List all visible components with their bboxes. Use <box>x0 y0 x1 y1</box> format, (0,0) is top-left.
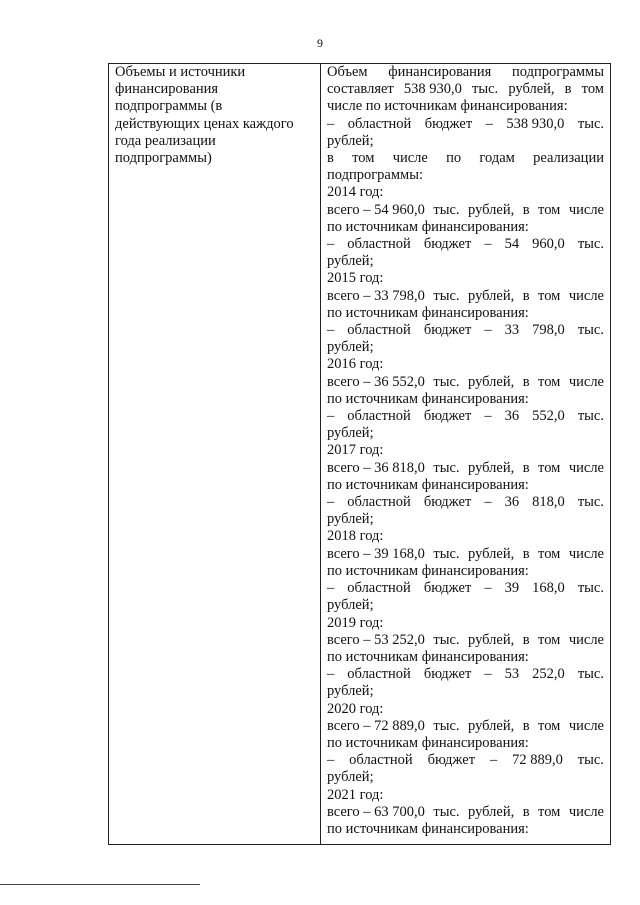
value-word: рублей, <box>468 459 515 476</box>
value-word: в <box>522 803 530 820</box>
value-line: 2020 год: <box>327 700 384 717</box>
value-word: всего – 54 960,0 <box>327 201 425 218</box>
value-word: финансирования <box>388 64 492 80</box>
value-word: всего – 36 818,0 <box>327 459 425 476</box>
value-word: – <box>327 666 335 683</box>
value-word: числе <box>392 150 428 167</box>
value-word: всего – 33 798,0 <box>327 287 425 304</box>
value-line <box>327 460 604 477</box>
value-word: в <box>522 631 530 648</box>
value-word: Объем <box>327 64 368 80</box>
value-word: областной <box>347 408 411 425</box>
value-word: тыс. <box>577 322 604 339</box>
value-word: 53 <box>504 666 520 683</box>
value-word: составляет <box>327 81 394 98</box>
value-word: числе <box>568 287 604 304</box>
value-word: тыс. <box>577 115 604 132</box>
value-word: по <box>446 150 462 167</box>
value-word: – <box>327 752 335 769</box>
value-word: – <box>484 666 492 683</box>
value-line: рублей; <box>327 683 374 700</box>
value-line: 2021 год: <box>327 786 384 803</box>
value-word: том <box>538 717 561 734</box>
value-word: тыс. <box>577 494 604 511</box>
label-line: подпрограммы (в <box>115 98 223 115</box>
value-line <box>327 116 604 133</box>
value-line: числе по источникам финансирования: <box>327 98 568 115</box>
value-word: тыс. <box>433 545 460 562</box>
value-word: 36 <box>504 408 520 425</box>
value-word: рублей, <box>468 201 515 218</box>
value-word: том <box>538 459 561 476</box>
value-word: рублей, <box>468 631 515 648</box>
value-word: 252,0 <box>532 666 565 683</box>
value-word: тыс. <box>577 666 604 683</box>
value-word: числе <box>568 459 604 476</box>
value-word: бюджет <box>423 408 472 425</box>
value-word: том <box>538 631 561 648</box>
value-line: по источникам финансирования: <box>327 390 529 407</box>
value-word: – <box>484 580 492 597</box>
value-word: областной <box>347 236 411 253</box>
value-word: тыс. <box>433 459 460 476</box>
value-word: – <box>484 494 492 511</box>
value-word: всего – 36 552,0 <box>327 373 425 390</box>
value-word: в <box>522 717 530 734</box>
value-word: тыс. <box>433 201 460 218</box>
value-word: областной <box>347 322 411 339</box>
value-word: тыс. <box>433 717 460 734</box>
value-word: всего – 39 168,0 <box>327 545 425 562</box>
page-number: 9 <box>317 36 323 50</box>
value-word: бюджет <box>423 494 472 511</box>
value-word: рублей, <box>468 803 515 820</box>
value-line: 2018 год: <box>327 528 384 545</box>
value-word: 39 <box>504 580 520 597</box>
value-word: – <box>327 115 335 132</box>
table-label-cell <box>109 64 321 844</box>
value-line: рублей; <box>327 769 374 786</box>
value-word: подпрограммы <box>512 64 604 80</box>
label-line: финансирования <box>115 81 219 98</box>
value-word: рублей, <box>468 545 515 562</box>
value-word: в <box>564 81 572 98</box>
value-line: рублей; <box>327 597 374 614</box>
value-word: 538 930,0 <box>403 81 462 98</box>
value-line: по источникам финансирования: <box>327 734 529 751</box>
value-line: по источникам финансирования: <box>327 476 529 493</box>
value-word: реализации <box>533 150 604 167</box>
value-line <box>327 64 604 81</box>
value-word: тыс. <box>577 408 604 425</box>
value-word: бюджет <box>423 580 472 597</box>
value-line: по источникам финансирования: <box>327 218 529 235</box>
value-word: тыс. <box>577 580 604 597</box>
value-line <box>327 666 604 683</box>
value-line: рублей; <box>327 425 374 442</box>
value-word: – <box>489 752 498 769</box>
value-word: – <box>327 408 335 425</box>
value-word: 538 930,0 <box>506 115 565 132</box>
value-word: том <box>352 150 375 167</box>
value-line <box>327 374 604 391</box>
value-line: по источникам финансирования: <box>327 562 529 579</box>
value-word: – <box>327 580 335 597</box>
value-word: 818,0 <box>532 494 565 511</box>
value-word: бюджет <box>424 115 473 132</box>
value-word: годам <box>479 150 515 167</box>
value-word: в <box>522 545 530 562</box>
value-word: областной <box>347 580 411 597</box>
value-word: – <box>327 236 335 253</box>
value-word: – <box>327 494 335 511</box>
value-word: областной <box>349 752 413 769</box>
value-word: рублей, <box>468 373 515 390</box>
value-word: 33 <box>504 322 520 339</box>
value-word: числе <box>568 717 604 734</box>
value-word: тыс. <box>577 236 604 253</box>
value-word: в <box>522 459 530 476</box>
value-word: числе <box>568 803 604 820</box>
value-word: рублей, <box>468 287 515 304</box>
value-word: том <box>538 545 561 562</box>
value-line: по источникам финансирования: <box>327 648 529 665</box>
value-word: тыс. <box>433 373 460 390</box>
value-line: рублей; <box>327 339 374 356</box>
value-line: рублей; <box>327 132 374 149</box>
value-line: подпрограммы: <box>327 167 423 184</box>
value-word: областной <box>347 666 411 683</box>
value-word: том <box>538 201 561 218</box>
value-line <box>327 202 604 219</box>
label-line: действующих ценах каждого <box>115 115 294 132</box>
value-word: 960,0 <box>532 236 565 253</box>
value-word: всего – 53 252,0 <box>327 631 425 648</box>
value-word: числе <box>568 545 604 562</box>
value-word: том <box>538 803 561 820</box>
value-line <box>327 408 604 425</box>
value-line: 2015 год: <box>327 270 384 287</box>
value-word: всего – 63 700,0 <box>327 803 425 820</box>
value-line <box>327 546 604 563</box>
value-word: – <box>484 408 492 425</box>
footer-rule <box>0 884 200 885</box>
label-line: подпрограммы) <box>115 150 212 167</box>
value-word: в <box>522 201 530 218</box>
value-line: 2019 год: <box>327 614 384 631</box>
funding-table <box>108 63 611 845</box>
value-line <box>327 494 604 511</box>
value-word: 72 889,0 <box>512 752 563 769</box>
value-line: по источникам финансирования: <box>327 820 529 837</box>
value-line: 2014 год: <box>327 184 384 201</box>
value-word: – <box>484 236 492 253</box>
value-word: числе <box>568 201 604 218</box>
value-word: том <box>538 373 561 390</box>
value-line <box>327 236 604 253</box>
value-word: 168,0 <box>532 580 565 597</box>
value-line: 2017 год: <box>327 442 384 459</box>
value-word: в <box>522 287 530 304</box>
value-word: тыс. <box>433 631 460 648</box>
value-line <box>327 804 604 821</box>
value-word: тыс. <box>472 81 499 98</box>
value-word: бюджет <box>423 236 472 253</box>
value-word: 798,0 <box>532 322 565 339</box>
value-word: – <box>327 322 335 339</box>
value-word: тыс. <box>433 287 460 304</box>
value-word: том <box>581 81 604 98</box>
value-word: числе <box>568 631 604 648</box>
value-line <box>327 580 604 597</box>
value-word: 552,0 <box>532 408 565 425</box>
value-word: – <box>485 115 493 132</box>
value-line <box>327 632 604 649</box>
value-line: рублей; <box>327 253 374 270</box>
value-word: в <box>327 150 334 167</box>
value-line: рублей; <box>327 511 374 528</box>
label-line: года реализации <box>115 132 216 149</box>
value-word: тыс. <box>433 803 460 820</box>
value-line <box>327 150 604 167</box>
value-word: бюджет <box>423 322 472 339</box>
value-line <box>327 322 604 339</box>
value-line <box>327 718 604 735</box>
value-word: – <box>484 322 492 339</box>
value-word: тыс. <box>577 752 604 769</box>
value-line: по источникам финансирования: <box>327 304 529 321</box>
label-line: Объемы и источники <box>115 64 246 80</box>
value-word: рублей, <box>468 717 515 734</box>
value-word: областной <box>347 115 412 132</box>
value-word: бюджет <box>427 752 476 769</box>
value-line: 2016 год: <box>327 356 384 373</box>
value-line <box>327 752 604 769</box>
value-word: областной <box>347 494 411 511</box>
value-word: 36 <box>504 494 520 511</box>
value-word: числе <box>568 373 604 390</box>
value-word: 54 <box>504 236 520 253</box>
table-value-cell <box>321 64 610 844</box>
value-word: всего – 72 889,0 <box>327 717 425 734</box>
value-word: бюджет <box>423 666 472 683</box>
value-line <box>327 81 604 98</box>
value-word: в <box>522 373 530 390</box>
value-word: рублей, <box>508 81 555 98</box>
value-line <box>327 288 604 305</box>
value-word: том <box>538 287 561 304</box>
